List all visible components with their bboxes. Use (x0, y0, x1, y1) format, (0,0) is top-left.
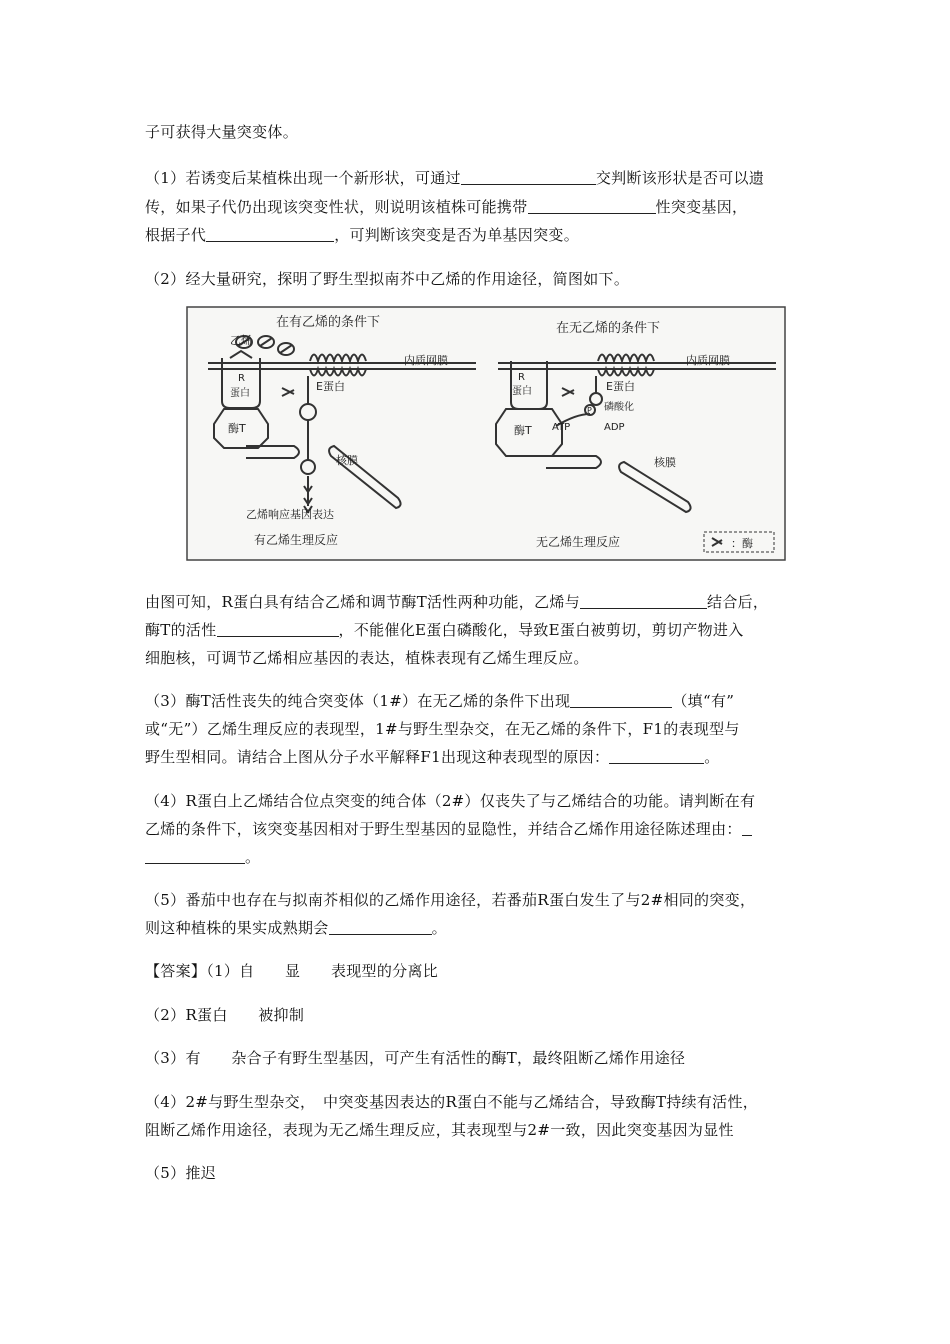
q2-para-line-3: 细胞核，可调节乙烯相应基因的表达，植株表现有乙烯生理反应。 (145, 649, 589, 667)
ethylene-pathway-diagram (186, 306, 786, 561)
q2-para-line-1: 由图可知，R蛋白具有结合乙烯和调节酶T活性两种功能，乙烯与 结合后， (145, 593, 769, 611)
answer-blank[interactable] (528, 199, 656, 214)
q1-line-3: 根据子代 ，可判断该突变是否为单基因突变。 (145, 226, 580, 244)
answer-blank[interactable] (609, 749, 704, 764)
svg-text:核膜: 核膜 (336, 454, 358, 467)
svg-text:在无乙烯的条件下: 在无乙烯的条件下 (556, 321, 661, 336)
svg-text:E蛋白: E蛋白 (606, 380, 635, 393)
svg-text:乙烯: 乙烯 (230, 334, 252, 347)
svg-text:：酶: ：酶 (731, 537, 753, 550)
answer-blank[interactable] (145, 849, 245, 864)
q3-line-1: （3）酶T活性丧失的纯合突变体（1#）在无乙烯的条件下出现 （填“有” (145, 692, 735, 710)
q2-para-line-2: 酶T的活性 ，不能催化E蛋白磷酸化，导致E蛋白被剪切，剪切产物进入 (145, 621, 744, 639)
svg-text:P: P (587, 406, 592, 415)
answer-blank[interactable] (580, 594, 707, 609)
q1-line-2: 传，如果子代仍出现该突变性状，则说明该植株可能携带 性突变基因， (145, 198, 748, 216)
svg-text:无乙烯生理反应: 无乙烯生理反应 (536, 535, 621, 549)
svg-text:R: R (518, 372, 525, 383)
svg-text:内质网膜: 内质网膜 (686, 354, 730, 367)
answer-line-4b: 阻断乙烯作用途径，表现为无乙烯生理反应，其表现型与2#一致，因此突变基因为显性 (145, 1121, 734, 1139)
svg-text:酶T: 酶T (228, 422, 246, 435)
answer-blank[interactable] (217, 622, 339, 637)
svg-text:E蛋白: E蛋白 (316, 380, 345, 393)
q2-intro-line: （2）经大量研究，探明了野生型拟南芥中乙烯的作用途径，简图如下。 (145, 270, 630, 288)
answer-line-5: （5）推迟 (145, 1164, 217, 1182)
answer-line-4a: （4）2#与野生型杂交， 中突变基因表达的R蛋白不能与乙烯结合，导致酶T持续有活性， (145, 1093, 759, 1111)
q4-line-1: （4）R蛋白上乙烯结合位点突变的纯合体（2#）仅丧失了与乙烯结合的功能。请判断在有 (145, 792, 756, 810)
svg-text:有乙烯生理反应: 有乙烯生理反应 (254, 533, 339, 547)
intro-line: 子可获得大量突变体。 (145, 123, 299, 141)
answer-line-2: （2）R蛋白 被抑制 (145, 1006, 305, 1024)
answer-line-1: 【答案】（1）自 显 表现型的分离比 (145, 962, 439, 980)
answer-blank[interactable] (570, 693, 672, 708)
svg-text:ATP: ATP (552, 422, 571, 433)
q1-line-1: （1）若诱变后某植株出现一个新形状，可通过 交判断该形状是否可以遗 (145, 169, 765, 187)
q5-line-2: 则这种植株的果实成熟期会 。 (145, 919, 447, 937)
svg-text:蛋白: 蛋白 (230, 388, 250, 399)
answer-blank[interactable] (742, 821, 752, 836)
q3-line-2: 或“无”）乙烯生理反应的表现型，1#与野生型杂交，在无乙烯的条件下，F1的表现型与 (145, 720, 740, 738)
svg-text:乙烯响应基因表达: 乙烯响应基因表达 (246, 508, 334, 521)
q5-line-1: （5）番茄中也存在与拟南芥相似的乙烯作用途径，若番茄R蛋白发生了与2#相同的突变， (145, 891, 756, 909)
q4-line-3: 。 (145, 846, 260, 867)
svg-text:内质网膜: 内质网膜 (404, 354, 448, 367)
q4-line-2: 乙烯的条件下，该突变基因相对于野生型基因的显隐性，并结合乙烯作用途径陈述理由： (145, 818, 752, 839)
svg-text:ADP: ADP (604, 422, 625, 433)
answer-blank[interactable] (329, 920, 432, 935)
svg-text:核膜: 核膜 (654, 456, 676, 469)
svg-text:在有乙烯的条件下: 在有乙烯的条件下 (276, 315, 381, 330)
q3-line-3: 野生型相同。请结合上图从分子水平解释F1出现这种表现型的原因： 。 (145, 748, 720, 766)
answer-line-3: （3）有 杂合子有野生型基因，可产生有活性的酶T，最终阻断乙烯作用途径 (145, 1049, 686, 1067)
svg-text:蛋白: 蛋白 (512, 386, 532, 397)
svg-text:酶T: 酶T (514, 424, 532, 437)
answer-blank[interactable] (461, 170, 596, 185)
answer-blank[interactable] (206, 227, 334, 242)
svg-text:R: R (238, 373, 245, 384)
svg-text:磷酸化: 磷酸化 (604, 402, 634, 413)
